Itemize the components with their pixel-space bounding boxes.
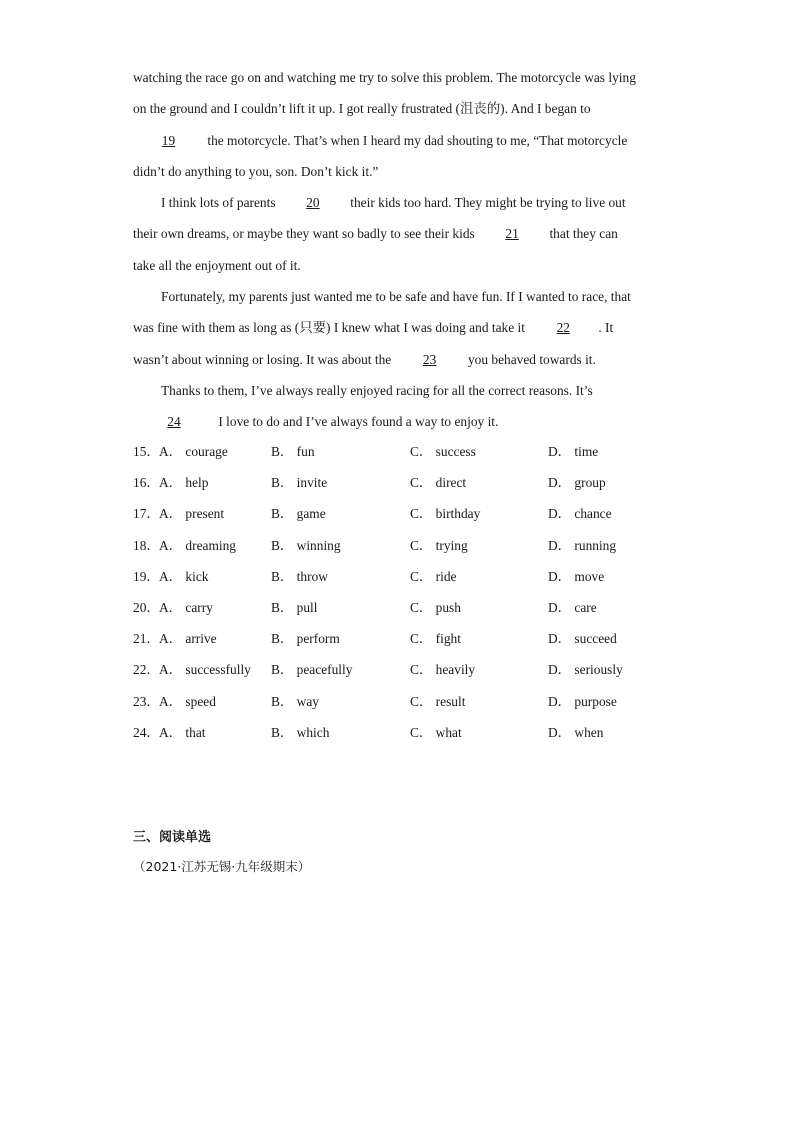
passage-line [133, 125, 663, 156]
option-b: B． which [271, 724, 330, 740]
option-a: A． present [159, 506, 225, 522]
option-c: C． result [410, 693, 466, 709]
passage-text: Thanks to them, I’ve always really enjoyed racing for all the correct reasons. It’s [161, 382, 593, 398]
passage-line [133, 156, 663, 187]
passage-line [133, 93, 663, 124]
question-number: 18． [133, 537, 160, 553]
passage-line [133, 281, 663, 312]
passage-text: their kids too hard. They might be trying to live out [346, 195, 626, 211]
question-number: 15． [133, 444, 160, 459]
option-d: D． care [548, 599, 597, 615]
blank-22: 22 [556, 320, 570, 336]
passage-text: Fortunately, my parents just wanted me to be safe and have fun. If I wanted to race, that [161, 289, 631, 305]
option-a: A． carry [159, 599, 213, 615]
option-d: D． chance [548, 506, 612, 522]
passage-text: wasn’t about winning or losing. It was about the [133, 351, 395, 367]
passage-text: watching the race go on and watching me try to solve this problem. The motorcycle was lying [133, 70, 636, 85]
passage-text: the motorcycle. That’s when I heard my dad shouting to me, “That motorcycle [204, 132, 628, 148]
option-c: C． push [410, 599, 461, 615]
cloze-passage [133, 62, 663, 438]
option-d: D． when [548, 724, 604, 740]
option-d: D． succeed [548, 631, 617, 647]
passage-line [133, 375, 663, 406]
option-c: C． what [410, 724, 462, 740]
passage-text: . It [598, 320, 614, 336]
question-number: 21． [133, 631, 160, 647]
option-a: A． successfully [159, 662, 251, 678]
question-number: 17． [133, 506, 160, 522]
passage-text: you behaved towards it. [464, 351, 596, 367]
question-number: 16． [133, 475, 160, 491]
option-d: D． purpose [548, 693, 617, 709]
question-row-24 [133, 717, 693, 748]
option-a: A． courage [159, 444, 228, 459]
option-b: B． fun [271, 444, 315, 459]
option-d: D． group [548, 475, 606, 491]
passage-text: was fine with them as long as (只要) I knew what I was doing and take it [133, 320, 529, 336]
option-c: C． trying [410, 537, 468, 553]
passage-text: I love to do and I’ve always found a way to enjoy it. [215, 414, 499, 430]
question-source: （2021·江苏无锡·九年级期末） [133, 859, 311, 874]
option-b: B． invite [271, 475, 328, 491]
answer-options [133, 436, 693, 748]
question-number: 24． [133, 724, 160, 740]
option-a: A． speed [159, 693, 216, 709]
option-a: A． arrive [159, 631, 217, 647]
option-b: B． game [271, 506, 326, 522]
passage-line [133, 187, 663, 218]
question-row-18 [133, 530, 693, 561]
passage-text: I think lots of parents [161, 195, 279, 211]
passage-line [133, 218, 663, 249]
blank-23: 23 [422, 351, 437, 367]
option-b: B． pull [271, 599, 318, 615]
question-number: 22． [133, 662, 160, 678]
option-b: B． peacefully [271, 662, 353, 678]
question-row-21 [133, 623, 693, 654]
option-a: A． that [159, 724, 206, 740]
passage-text: their own dreams, or maybe they want so badly to see their kids [133, 226, 479, 242]
question-row-19 [133, 561, 693, 592]
option-d: D． move [548, 568, 605, 584]
option-c: C． heavily [410, 662, 476, 678]
passage-text: that they can [546, 226, 618, 242]
question-number: 23． [133, 693, 160, 709]
passage-text: take all the enjoyment out of it. [133, 257, 301, 273]
question-row-20 [133, 592, 693, 623]
blank-24: 24 [167, 414, 181, 430]
question-number: 19． [133, 568, 160, 584]
question-row-16 [133, 467, 693, 498]
option-b: B． way [271, 693, 319, 709]
question-number: 20． [133, 599, 160, 615]
passage-line [133, 406, 663, 437]
option-b: B． throw [271, 568, 328, 584]
option-a: A． dreaming [159, 537, 236, 553]
blank-19: 19 [161, 132, 176, 148]
passage-line [133, 312, 663, 343]
question-row-15 [133, 436, 693, 467]
option-c: C． fight [410, 631, 461, 647]
option-c: C． birthday [410, 506, 481, 522]
passage-line [133, 250, 663, 281]
option-c: C． success [410, 444, 476, 459]
blank-20: 20 [306, 195, 320, 211]
option-a: A． help [159, 475, 209, 491]
option-d: D． time [548, 444, 599, 459]
option-c: C． direct [410, 475, 467, 491]
question-row-22 [133, 654, 693, 685]
passage-text: didn’t do anything to you, son. Don’t kick it.” [133, 163, 379, 179]
option-d: D． running [548, 537, 617, 553]
question-row-17 [133, 498, 693, 529]
blank-21: 21 [505, 226, 519, 242]
passage-text: on the ground and I couldn’t lift it up. I got really frustrated (沮丧的). And I began to [133, 101, 591, 117]
passage-line [133, 62, 663, 93]
option-d: D． seriously [548, 662, 623, 678]
option-c: C． ride [410, 568, 457, 584]
passage-line [133, 344, 663, 375]
question-row-23 [133, 686, 693, 717]
option-b: B． perform [271, 631, 340, 647]
section-heading: 三、阅读单选 [133, 830, 212, 845]
option-b: B． winning [271, 537, 341, 553]
option-a: A． kick [159, 568, 209, 584]
